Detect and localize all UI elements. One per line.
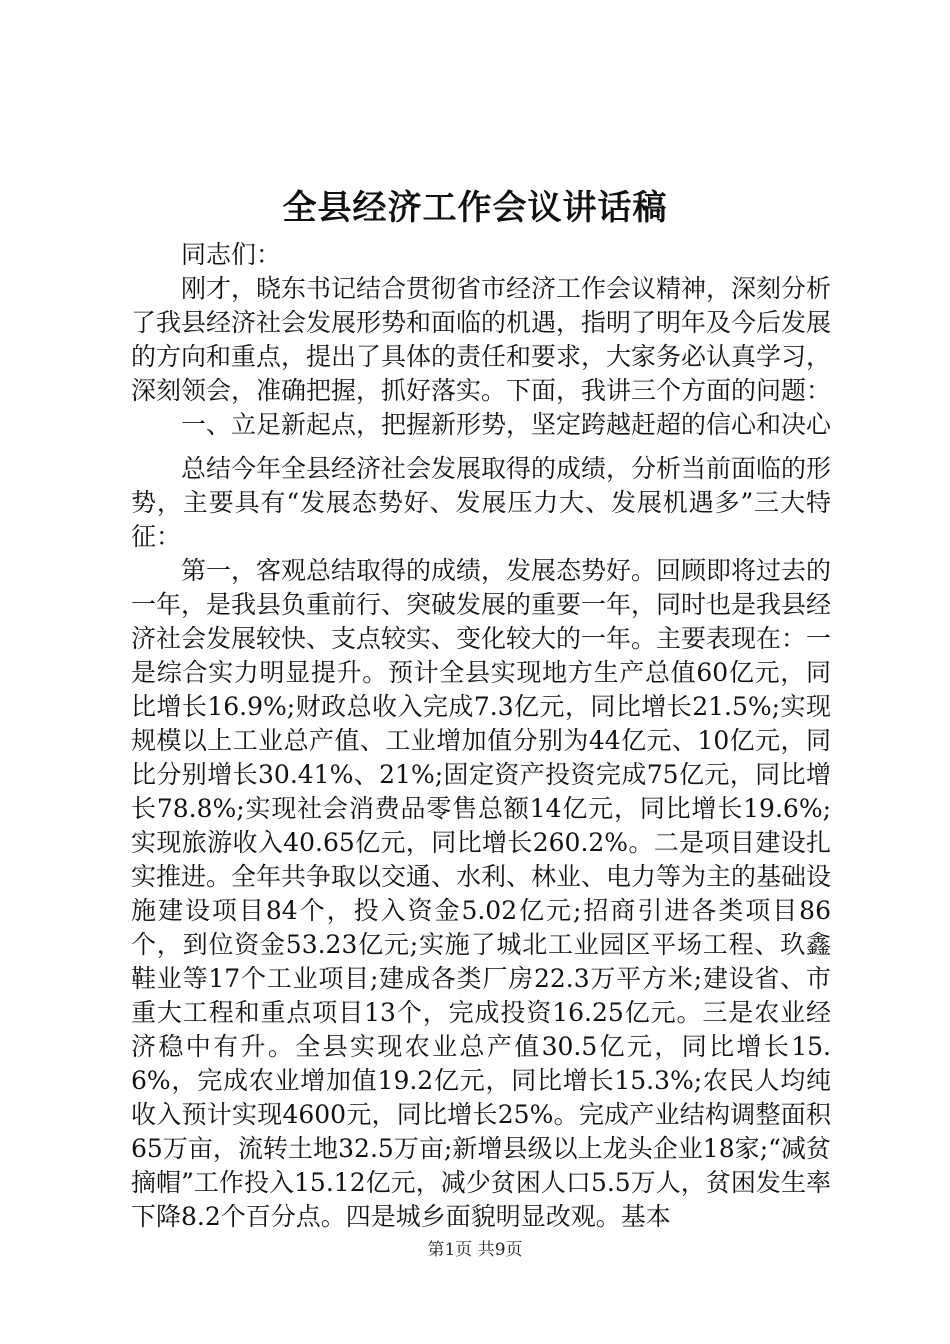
achievements-paragraph: 第一，客观总结取得的成绩，发展态势好。回顾即将过去的一年，是我县负重前行、突破发展的重要一年，同时也是我县经济社会发展较快、支点较实、变化较大的一年。主要表现在：一是综合实力明显提升。预计全县实现地方生产总值60亿元，同比增长16.9%;财政总收入完成7.3亿元，同比增长21.5%;实现规模以上工业总产值、工业增加值分别为44亿元、10亿元，同比分别增长30.41%、21%;固定资产投资完成75亿元，同比增长78.8%;实现社会消费品零售总额14亿元，同比增长19.6%;实现旅游收入40.65亿元，同比增长260.2%。二是项目建设扎实推进。全年共争取以交通、水利、林业、电力等为主的基础设施建设项目84个，投入资金5.02亿元;招商引进各类项目86个，到位资金53.23亿元;实施了城北工业园区平场工程、玖鑫鞋业等17个工业项目;建成各类厂房22.3万平方米;建设省、市重大工程和重点项目13个，完成投资16.25亿元。三是农业经济稳中有升。全县实现农业总产值30.5亿元，同比增长15.6%，完成农业增加值19.2亿元，同比增长15.3%;农民人均纯收入预计实现4600元，同比增长25%。完成产业结构调整面积65万亩，流转土地32.5万亩;新增县级以上龙头企业18家;“减贫摘帽”工作投入15.12亿元，减少贫困人口5.5万人，贫困发生率下降8.2个百分点。四是城乡面貌明显改观。基本 bbox=[131, 556, 832, 1231]
page-number-footer: 第1页 共9页 bbox=[427, 1240, 523, 1260]
intro-paragraph: 刚才，晓东书记结合贯彻省市经济工作会议精神，深刻分析了我县经济社会发展形势和面临的机遇，指明了明年及今后发展的方向和重点，提出了具体的责任和要求，大家务必认真学习，深刻领会，准确把握，抓好落实。下面，我讲三个方面的问题： bbox=[131, 274, 832, 405]
summary-paragraph: 总结今年全县经济社会发展取得的成绩，分析当前面临的形势，主要具有“发展态势好、发展压力大、发展机遇多”三大特征： bbox=[131, 454, 832, 551]
section-heading: 一、立足新起点，把握新形势，坚定跨越赶超的信心和决心 bbox=[181, 410, 832, 439]
salutation-paragraph: 同志们： bbox=[181, 240, 282, 269]
document-body bbox=[131, 238, 831, 1234]
document-title: 全县经济工作会议讲话稿 bbox=[282, 188, 668, 228]
